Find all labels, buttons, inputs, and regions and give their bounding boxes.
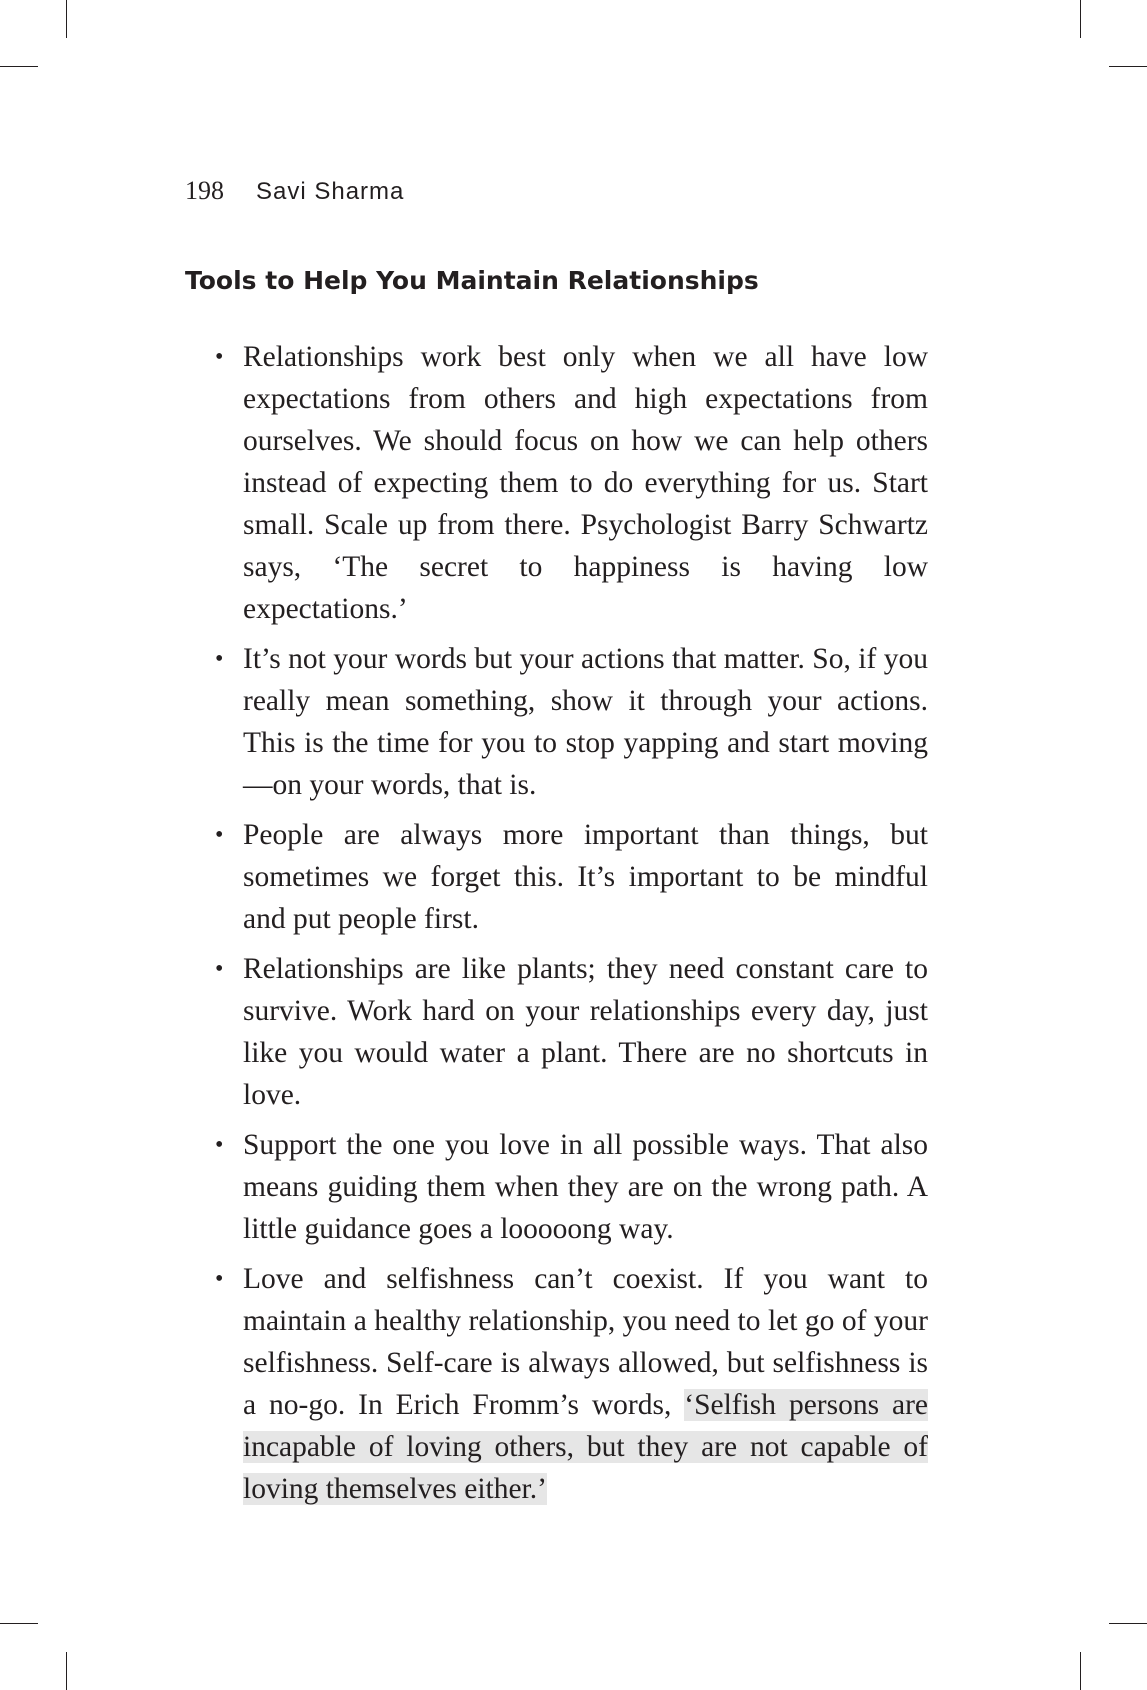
bullet-text: Relationships are like plants; they need constant care to survive. Work hard on your relationships every day, just like you would water a plant. There are no shortcuts in love.: [243, 953, 928, 1111]
bullet-item: [213, 814, 928, 940]
bullet-item: [213, 1258, 928, 1510]
bullet-text: It’s not your words but your actions that matter. So, if you really mean something, show it through your actions. This is the time for you to stop yapping and start moving—on your words, that is.: [243, 643, 928, 801]
highlighted-quote[interactable]: ‘Selfish persons are incapable of loving others, but they are not capable of loving themselves either.’: [243, 1389, 928, 1505]
bullet-item: [213, 638, 928, 806]
bullet-icon: •: [215, 956, 224, 982]
bullet-icon: •: [215, 646, 224, 672]
bullet-text: People are always more important than things, but sometimes we forget this. It’s important to be mindful and put people first.: [243, 819, 928, 935]
crop-mark-top-left: [0, 66, 38, 67]
bullet-item: [213, 948, 928, 1116]
crop-mark-bottom-right: [1109, 1623, 1147, 1624]
crop-mark-top-left: [66, 0, 67, 38]
bullet-icon: •: [215, 344, 224, 370]
section-heading: Tools to Help You Maintain Relationships: [185, 266, 759, 295]
bullet-icon: •: [215, 822, 224, 848]
crop-mark-bottom-right: [1080, 1652, 1081, 1690]
crop-mark-bottom-left: [66, 1652, 67, 1690]
bullet-icon: •: [215, 1266, 224, 1292]
bullet-text: Support the one you love in all possible ways. That also means guiding them when they are on the wrong path. A little guidance goes a looooong way.: [243, 1129, 928, 1245]
crop-mark-top-right: [1109, 66, 1147, 67]
page-number: 198: [185, 176, 224, 205]
bullet-text: Relationships work best only when we all have low expectations from others and high expectations from ourselves. We should focus on how we can help others instead of expecting them to do everything for us. Start small. Scale up from there. Psychologist Barry Schwartz says, ‘The secret to happiness is having low expectations.’: [243, 341, 928, 625]
bullet-text: Love and selfishness can’t coexist. If you want to maintain a healthy relationship, you need to let go of your selfishness. Self-care is always allowed, but selfishness is a no-go. In Erich Fromm’s words,: [243, 1263, 928, 1421]
author-name: Savi Sharma: [256, 178, 405, 205]
crop-mark-top-right: [1080, 0, 1081, 38]
bullet-item: [213, 1124, 928, 1250]
running-head: [185, 176, 404, 206]
bullet-item: [213, 336, 928, 630]
crop-mark-bottom-left: [0, 1623, 38, 1624]
bullet-list: [213, 336, 928, 1518]
bullet-icon: •: [215, 1132, 224, 1158]
